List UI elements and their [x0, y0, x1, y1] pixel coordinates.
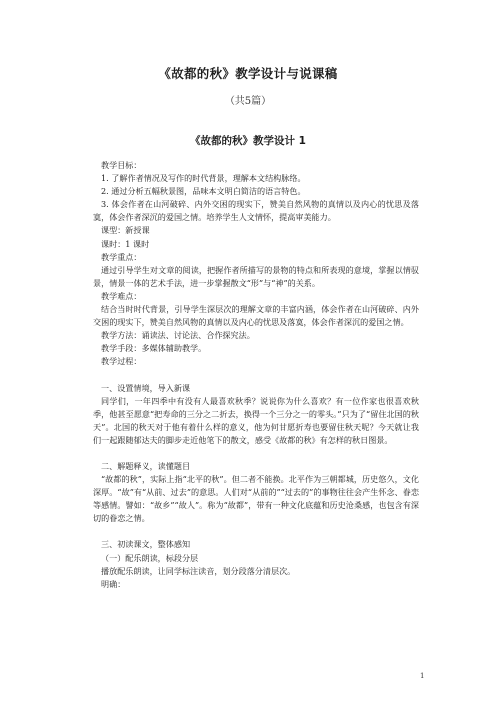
- body-paragraph: “故都的秋”，实际上指“北平的秋”。但二者不能换。北平作为三朝都城，历史悠久，文化深厚。“故”有“从前、过去”的意思。人们对“从前的”“过去的”的事物往往会产生怀念、眷恋等感情。譬如：“故乡”“故人”。称为“故都”，带有一种文化底蕴和历史沧桑感，也包含有深切的眷恋之情。: [93, 474, 419, 524]
- document-title: 《故都的秋》教学设计与说课稿: [158, 66, 338, 81]
- body-paragraph: 三、初读课文，整体感知: [101, 539, 191, 550]
- body-paragraph: 教学方法：诵读法、讨论法、合作探究法。: [101, 330, 255, 341]
- body-paragraph: 二、解题释义，读懂题目: [101, 460, 191, 471]
- page-number: 1: [420, 672, 425, 680]
- body-paragraph: 同学们，一年四季中有没有人最喜欢秋季？说说你为什么喜欢？有一位作家也很喜欢秋季，他甚至愿意“把寿命的三分之二折去，换得一个三分之一的零头。”只为了“留住北国的秋天”。北国的秋天对于他有着什么样的意义，他为何甘愿折寿也要留住秋天呢？今天就让我们一起跟随郁达夫的脚步走近他笔下的散文，感受《故都的秋》有怎样的秋日图景。: [93, 395, 419, 445]
- body-paragraph: 通过引导学生对文章的阅读，把握作者所描写的景物的特点和所表现的意境，掌握以情驭景，情景一体的艺术手法，进一步掌握散文“形”与“神”的关系。: [93, 264, 419, 288]
- body-paragraph: （一）配乐朗读，标段分层: [101, 552, 199, 563]
- body-paragraph: 教学目标：: [101, 160, 142, 170]
- body-paragraph: 播放配乐朗读，让同学标注读音，划分段落分清层次。: [101, 565, 296, 576]
- body-paragraph: 教学难点：: [101, 290, 142, 301]
- body-paragraph: 教学过程：: [101, 356, 142, 367]
- document-body: [93, 159, 419, 591]
- body-paragraph: 课时：1 课时: [101, 238, 150, 249]
- body-paragraph: 一、设置情境，导入新课: [101, 382, 191, 393]
- body-paragraph: 教学重点：: [101, 251, 142, 262]
- body-paragraph: 3. 体会作者在山河破碎、内外交困的现实下，赞美自然风物的真情以及内心的忧思及落寞，体会作者深沉的爱国之情。培养学生人文情怀，提高审美能力。: [93, 199, 419, 223]
- body-paragraph: 教学手段：多媒体辅助教学。: [101, 343, 207, 354]
- body-paragraph: 明确：: [101, 578, 126, 589]
- body-paragraph: 1. 了解作者情况及写作的时代背景，理解本文结构脉络。: [101, 173, 306, 184]
- document-subtitle: （共5篇）: [224, 96, 272, 107]
- section-heading: 《故都的秋》教学设计 1: [190, 135, 306, 147]
- body-paragraph: 课型：新授课: [101, 225, 150, 236]
- body-paragraph: 2. 通过分析五幅秋景图，品味本文明白简洁的语言特色。: [101, 186, 306, 197]
- body-paragraph: 结合当时时代背景，引导学生深层次的理解文章的丰富内涵，体会作者在山河破碎、内外交困的现实下，赞美自然风物的真情以及内心的忧思及落寞，体会作者深沉的爱国之情。: [93, 304, 419, 328]
